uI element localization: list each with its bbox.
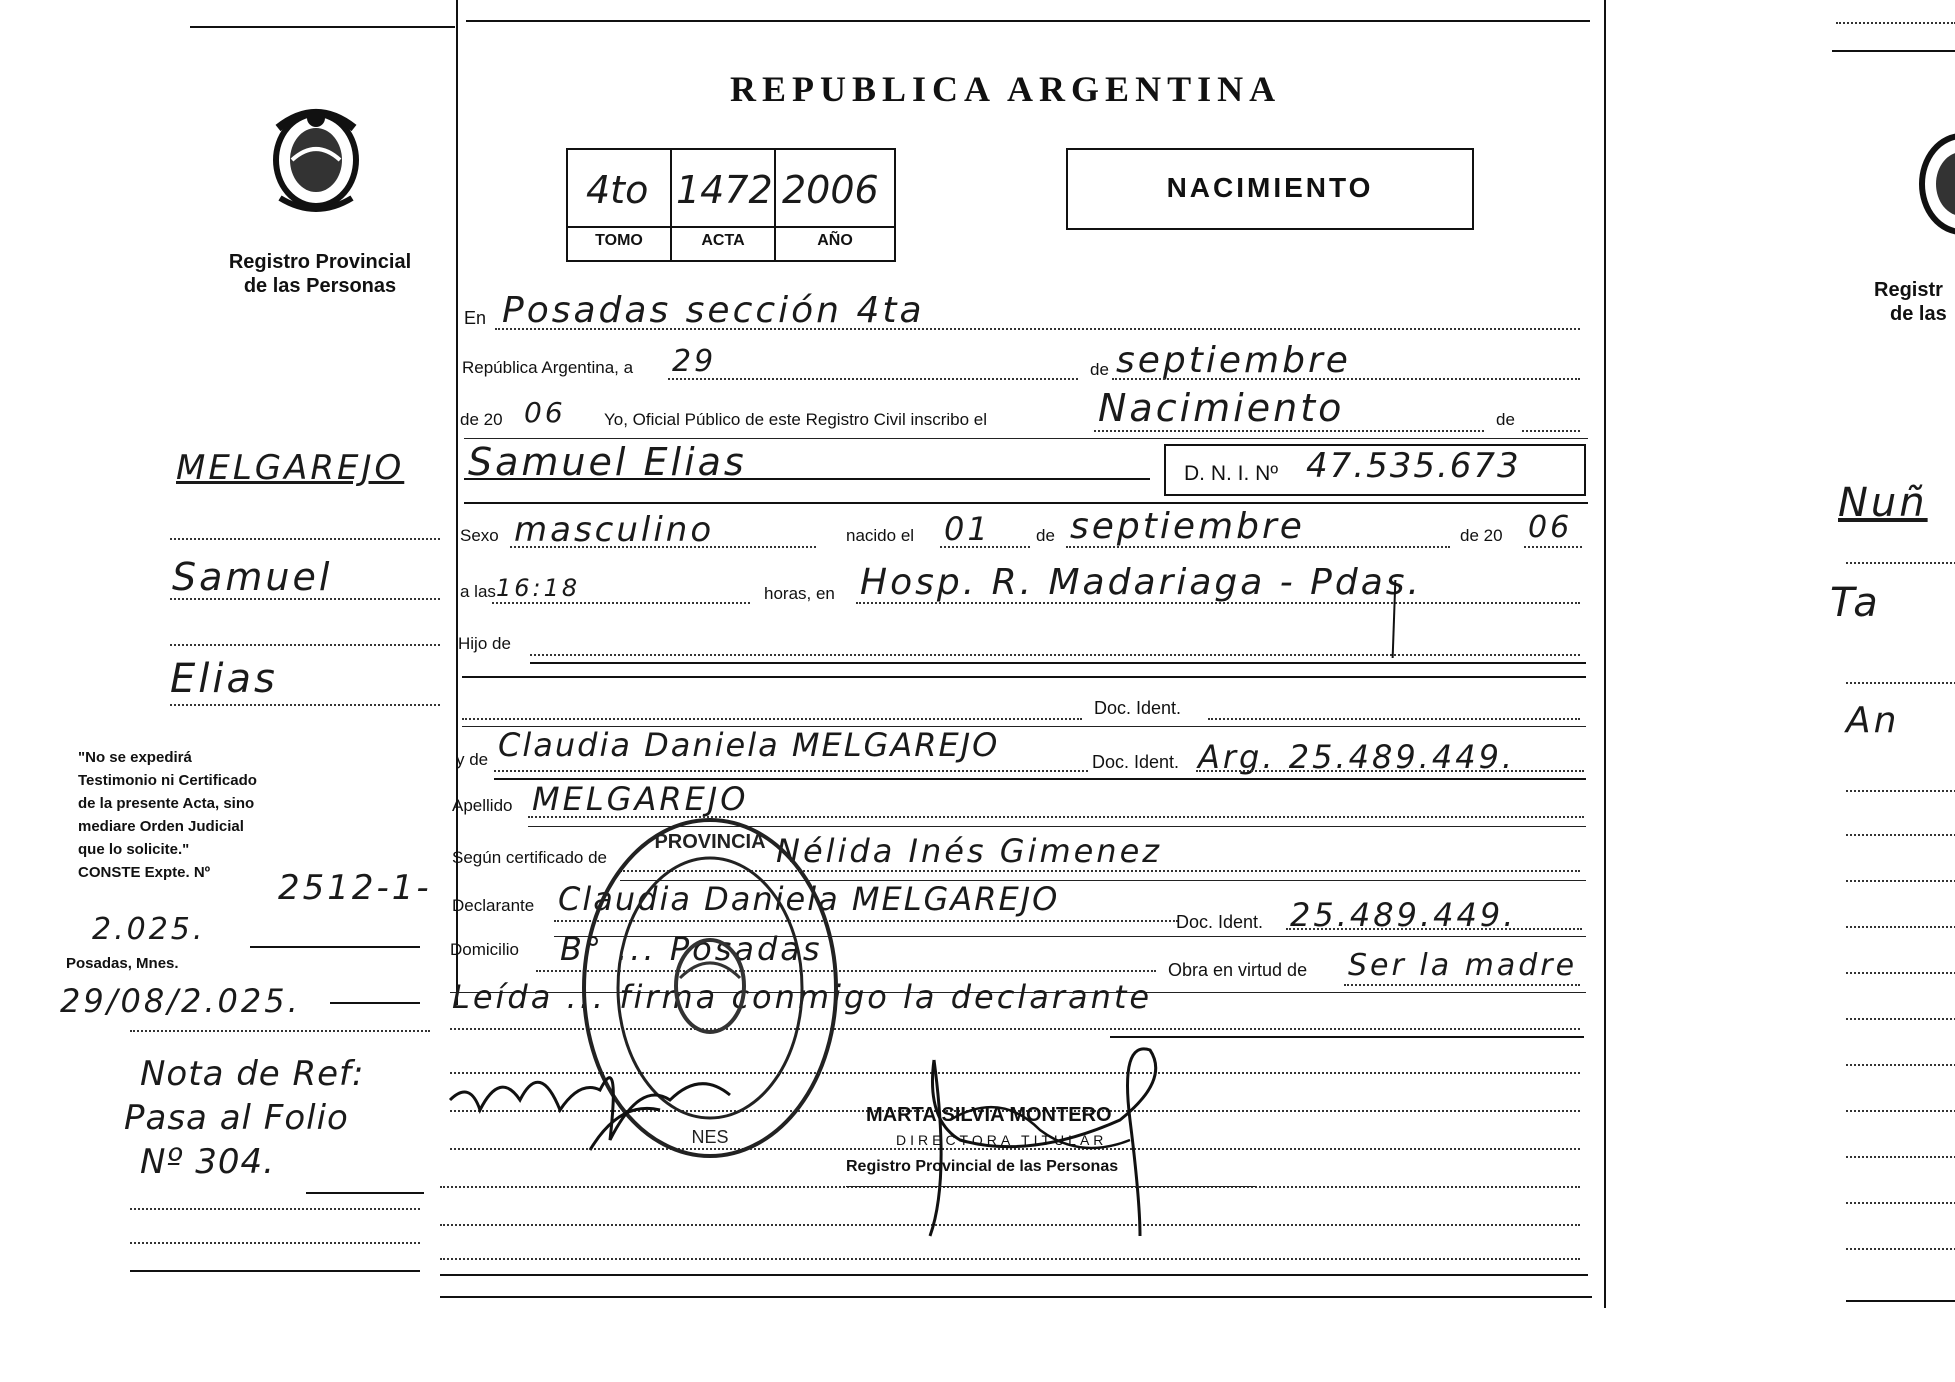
official-text: Yo, Oficial Público de este Registro Civil inscribo el [604,410,987,429]
nacido-label: nacido el [846,526,915,545]
expte-number: 2512-1- [278,868,432,908]
declarante-doc-line [1286,928,1582,930]
acta-value: 1472 [676,168,773,212]
margin-middle-name: Elias [170,656,278,702]
margin-rule [330,1002,420,1004]
margin-dotline [130,1242,420,1244]
notice-line: de la presente Acta, sino [78,795,255,812]
full-name-value: Samuel Elias [468,440,747,484]
birth-month-line [1066,546,1450,548]
obra-value: Ser la madre [1348,948,1578,983]
margin-dotline [130,1208,420,1210]
box-divider [566,226,896,228]
right-page-rule [1832,50,1955,52]
mother-name-value: Claudia Daniela MELGAREJO [498,726,1000,764]
apellido-value: MELGAREJO [532,780,749,818]
right-dotline [1846,1064,1955,1066]
note-ref-line: Pasa al Folio [124,1098,349,1138]
yde-label: y de [456,750,489,769]
tomo-value: 4to [586,168,649,212]
time-value: 16:18 [496,574,581,602]
right-name-1: Nuñ [1838,480,1928,526]
office-name-line2: de las Personas [243,275,397,297]
de-label: de [1090,360,1109,379]
top-rule-left [190,26,455,28]
margin-first-name: Samuel [172,555,333,599]
ano-label: AÑO [817,232,853,249]
note-reference [124,1052,365,1184]
name-underline [464,478,1150,480]
republica-label: República Argentina, a [462,358,634,377]
form-dotline [440,1258,1580,1260]
apellido-label: Apellido [452,796,513,815]
form-bottom-rule [440,1274,1588,1276]
margin-dotline [170,704,440,706]
year-value: 06 [524,396,566,429]
official-office: Registro Provincial de las Personas [846,1158,1119,1175]
place-label: Posadas, Mnes. [66,955,179,972]
doc-ident-line [1208,718,1580,720]
day-value: 29 [672,344,717,379]
margin-rule [250,946,420,948]
form-rule [464,502,1588,504]
birth-day-line [940,546,1030,548]
alas-label: a las [460,582,496,601]
notice-line: mediare Orden Judicial [78,818,244,835]
en-line [495,328,1580,330]
coat-of-arms-icon [258,98,374,218]
form-bottom-rule [440,1296,1592,1298]
right-dotline [1846,1248,1955,1250]
birth-day-value: 01 [944,510,991,548]
dni-label: D. N. I. Nº [1184,462,1279,485]
leida-rule [1110,1036,1584,1038]
official-rule [846,1186,1256,1187]
tomo-label: TOMO [595,232,643,249]
right-page-dotline [1836,22,1955,24]
right-office-line: Registr [1874,279,1943,301]
margin-surname: MELGAREJO [176,448,405,488]
event-line [1094,430,1484,432]
note-date: 29/08/2.025. [60,982,301,1020]
day-line [668,378,1078,380]
birth-place-value: Hosp. R. Madariaga - Pdas. [860,562,1422,603]
svg-text:NES: NES [691,1127,729,1147]
hijo-label: Hijo de [458,634,511,653]
form-rule [464,438,1588,439]
birth-year-prefix: de 20 [1460,526,1503,545]
right-dotline [1846,682,1955,684]
hijo-line [530,654,1580,656]
act-type: NACIMIENTO [1166,172,1374,203]
en-value: Posadas sección 4ta [502,290,925,331]
right-name-3: An [1846,700,1900,741]
official-title: DIRECTORA TITULAR [896,1132,1108,1148]
leida-value: Leída ... firma conmigo la declarante [452,978,1153,1016]
margin-bottom-rule [130,1270,420,1272]
segun-label: Según certificado de [452,848,607,867]
right-dotline [1846,1110,1955,1112]
margin-dotline [170,598,440,600]
right-dotline [1846,1018,1955,1020]
notice-line: "No se expedirá [78,749,192,766]
right-office-name [1874,278,1947,326]
de-label: de [1036,526,1055,545]
right-dotline [1846,1202,1955,1204]
de-label: de [1496,410,1515,429]
country-title: REPUBLICA ARGENTINA [730,69,1282,109]
acta-label: ACTA [701,232,745,249]
event-value: Nacimiento [1098,386,1345,430]
right-dotline [1846,790,1955,792]
right-name-2: Ta [1830,580,1881,626]
left-signature-icon [440,1040,740,1160]
segun-value: Nélida Inés Gimenez [776,832,1163,870]
sexo-label: Sexo [460,526,499,545]
domicilio-label: Domicilio [450,940,519,959]
month-line [1112,378,1580,380]
office-name-line1: Registro Provincial [228,251,412,273]
expte-year: 2.025. [92,912,206,947]
mother-doc-value: Arg. 25.489.449. [1198,738,1516,776]
year-prefix: de 20 [460,410,503,429]
doc-ident-label: Doc. Ident. [1176,912,1264,932]
form-rule [462,676,1586,678]
dni-value: 47.535.673 [1306,446,1521,486]
margin-dotline [170,538,440,540]
form-right-edge [1604,0,1606,1308]
doc-line [462,718,1082,720]
right-office-line: de las [1890,303,1947,325]
birth-year-line [1524,546,1582,548]
svg-text:PROVINCIA: PROVINCIA [654,831,766,853]
right-coat-of-arms-icon [1912,120,1955,250]
note-ref-line: Nota de Ref: [140,1054,365,1094]
right-dotline [1846,562,1955,564]
domicilio-value: B° ... Posadas [560,930,823,968]
time-line [492,602,750,604]
form-top-rule [466,20,1590,22]
notice-line: que lo solicite." [78,841,190,858]
doc-ident-label: Doc. Ident. [1094,698,1182,718]
obra-line [1344,984,1580,986]
margin-dotline [170,644,440,646]
right-dotline [1846,1156,1955,1158]
declarante-doc-value: 25.489.449. [1290,896,1517,934]
declarante-value: Claudia Daniela MELGAREJO [558,880,1060,918]
margin-rule [306,1192,424,1194]
event-line-end [1522,430,1580,432]
official-name: MARTA SILVIA MONTERO [866,1104,1112,1126]
mother-line [494,770,1088,772]
sexo-value: masculino [514,510,715,550]
right-dotline [1846,926,1955,928]
obra-label: Obra en virtud de [1168,960,1308,980]
court-notice [78,746,257,884]
birth-month-value: septiembre [1070,506,1305,547]
margin-dotline [130,1030,430,1032]
right-dotline [1846,834,1955,836]
birth-place-line [856,602,1580,604]
ano-value: 2006 [782,168,879,212]
notice-line: CONSTE Expte. Nº [78,864,211,881]
office-name [200,250,440,298]
note-ref-line: Nº 304. [140,1142,275,1182]
horas-label: horas, en [764,584,835,603]
right-bottom-rule [1846,1300,1955,1302]
right-dotline [1846,972,1955,974]
birth-year-value: 06 [1528,510,1573,545]
en-label: En [464,308,487,328]
sexo-line [510,546,816,548]
notice-line: Testimonio ni Certificado [78,772,257,789]
hijo-rule [530,662,1586,664]
declarante-label: Declarante [452,896,535,915]
mother-doc-line [1196,770,1584,772]
right-dotline [1846,880,1955,882]
doc-ident-label: Doc. Ident. [1092,752,1180,772]
month-value: septiembre [1116,340,1351,381]
